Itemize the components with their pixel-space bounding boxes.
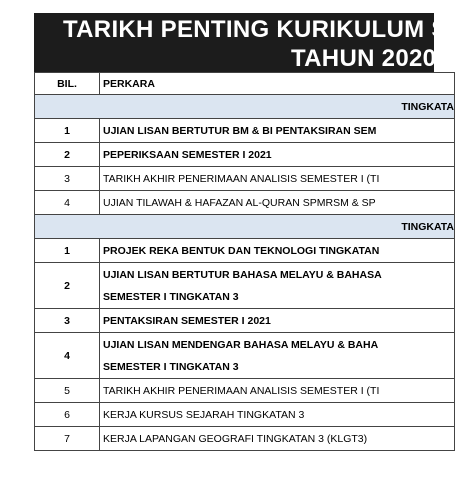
row-text: TARIKH AKHIR PENERIMAAN ANALISIS SEMESTER I (TI	[100, 379, 455, 403]
section-row	[35, 215, 455, 239]
dates-table	[34, 72, 455, 451]
section-label: TINGKATA	[35, 215, 455, 239]
row-text-line-2: SEMESTER I TINGKATAN 3	[103, 360, 239, 373]
row-number: 3	[35, 309, 100, 333]
row-number: 3	[35, 167, 100, 191]
row-number: 2	[35, 143, 100, 167]
header-perkara: PERKARA	[100, 73, 455, 95]
table-row	[35, 427, 455, 451]
row-text: PENTAKSIRAN SEMESTER I 2021	[100, 309, 455, 333]
title-line-2: TAHUN 2020	[291, 45, 437, 72]
section-label: TINGKATA	[35, 95, 455, 119]
row-number: 1	[35, 239, 100, 263]
row-text: PEPERIKSAAN SEMESTER I 2021	[100, 143, 455, 167]
table-row	[35, 239, 455, 263]
row-text-line-1: UJIAN LISAN MENDENGAR BAHASA MELAYU & BAHA	[103, 338, 379, 351]
table-row	[35, 263, 455, 309]
table-row	[35, 379, 455, 403]
table-row	[35, 309, 455, 333]
row-number: 6	[35, 403, 100, 427]
row-text: KERJA LAPANGAN GEOGRAFI TINGKATAN 3 (KLGT3)	[100, 427, 455, 451]
row-text-line-1: UJIAN LISAN BERTUTUR BAHASA MELAYU & BAHASA	[103, 268, 382, 281]
table-row	[35, 143, 455, 167]
section-row	[35, 95, 455, 119]
row-number: 4	[35, 333, 100, 379]
title-line-1: TARIKH PENTING KURIKULUM S	[63, 16, 448, 43]
row-number: 2	[35, 263, 100, 309]
row-text-line-2: SEMESTER I TINGKATAN 3	[103, 290, 239, 303]
row-text	[100, 333, 455, 379]
row-text: TARIKH AKHIR PENERIMAAN ANALISIS SEMESTER I (TI	[100, 167, 455, 191]
row-text: UJIAN LISAN BERTUTUR BM & BI PENTAKSIRAN SEM	[100, 119, 455, 143]
row-text: UJIAN TILAWAH & HAFAZAN AL-QURAN SPMRSM & SP	[100, 191, 455, 215]
row-text	[100, 263, 455, 309]
row-number: 1	[35, 119, 100, 143]
table-row	[35, 191, 455, 215]
header-bil: BIL.	[35, 73, 100, 95]
row-number: 4	[35, 191, 100, 215]
table-row	[35, 167, 455, 191]
row-number: 5	[35, 379, 100, 403]
row-number: 7	[35, 427, 100, 451]
title-banner	[34, 13, 448, 72]
table-row	[35, 403, 455, 427]
table-row	[35, 333, 455, 379]
row-text: KERJA KURSUS SEJARAH TINGKATAN 3	[100, 403, 455, 427]
table-header-row	[35, 73, 455, 95]
document	[34, 13, 454, 451]
table-row	[35, 119, 455, 143]
row-text: PROJEK REKA BENTUK DAN TEKNOLOGI TINGKATAN	[100, 239, 455, 263]
